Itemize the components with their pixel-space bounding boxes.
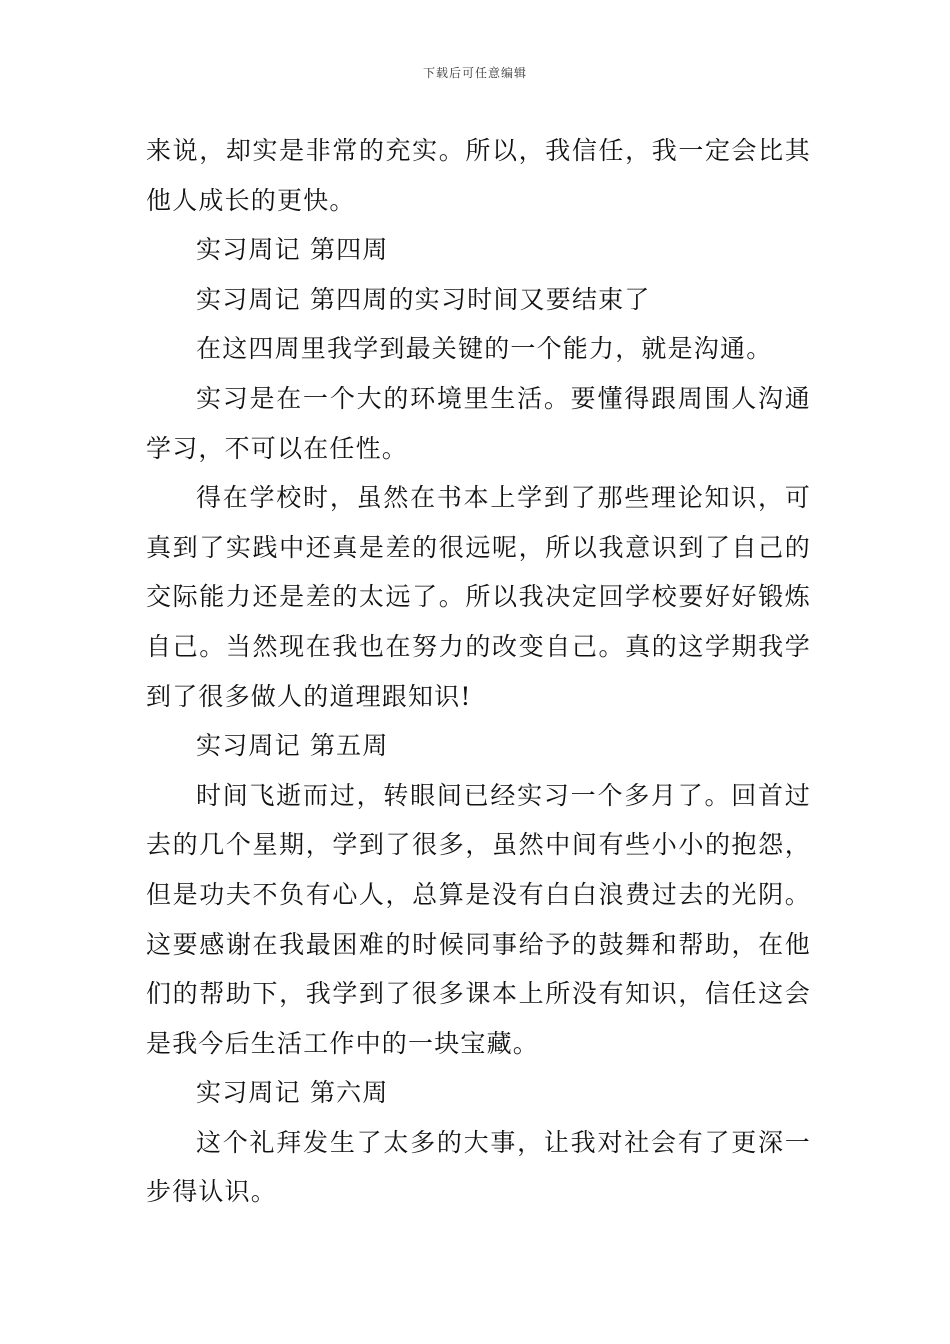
- section-heading-week-6: 实习周记 第六周: [196, 1078, 389, 1108]
- section-heading-week-4: 实习周记 第四周: [196, 235, 389, 265]
- section-heading-week-5: 实习周记 第五周: [196, 731, 389, 761]
- paragraph: 时间飞逝而过，转眼间已经实习一个多月了。回首过去的几个星期，学到了很多，虽然中间有些小小的抱怨，但是功夫不负有心人，总算是没有白白浪费过去的光阴。这要感谢在我最困难的时候同事给予的鼓舞和帮助，在他们的帮助下，我学到了很多课本上所没有知识，信任这会是我今后生活工作中的一块宝藏。: [146, 780, 811, 1058]
- paragraph: 实习周记 第四周的实习时间又要结束了: [196, 284, 651, 314]
- document-body: [146, 126, 811, 1217]
- paragraph: 得在学校时，虽然在书本上学到了那些理论知识，可真到了实践中还真是差的很远呢，所以我意识到了自己的交际能力还是差的太远了。所以我决定回学校要好好锻炼自己。当然现在我也在努力的改变自己。真的这学期我学到了很多做人的道理跟知识!: [146, 483, 811, 711]
- paragraph: 这个礼拜发生了太多的大事，让我对社会有了更深一步得认识。: [146, 1127, 811, 1207]
- page-header: 下载后可任意编辑: [422, 66, 527, 80]
- paragraph-continuation: 来说，却实是非常的充实。所以，我信任，我一定会比其他人成长的更快。: [146, 136, 811, 215]
- paragraph: 实习是在一个大的环境里生活。要懂得跟周围人沟通学习，不可以在任性。: [146, 383, 811, 463]
- paragraph: 在这四周里我学到最关键的一个能力，就是沟通。: [196, 334, 773, 364]
